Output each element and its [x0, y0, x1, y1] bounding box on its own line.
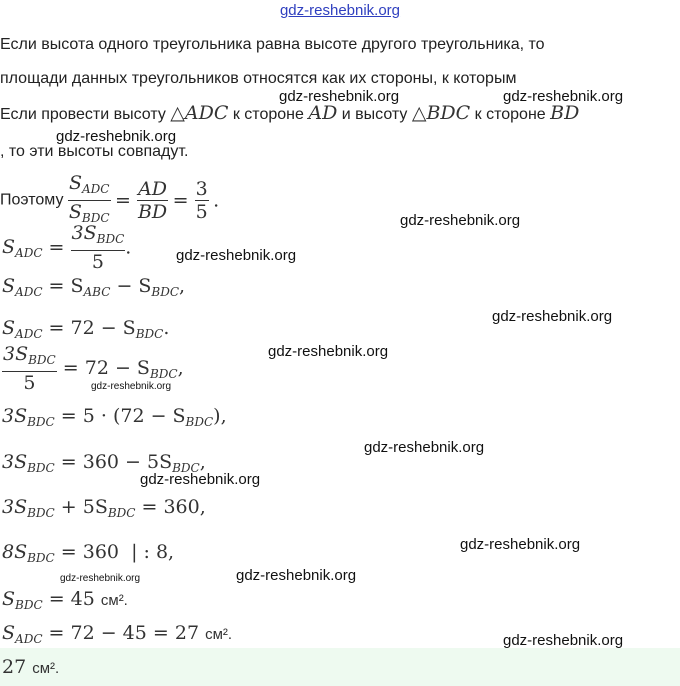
formula-row-7: $3S_{BDC} = 360 - 5S_{BDC}$, — [2, 451, 206, 475]
watermark: gdz-reshebnik.org — [279, 88, 400, 105]
paragraph-line-3 — [0, 102, 579, 124]
text-segment: к стороне — [232, 106, 304, 123]
fraction-3-5: $\frac{3}{5}$ — [195, 178, 208, 223]
paragraph-line-2: площади данных треугольников относятся как их стороны, к которым — [0, 70, 517, 87]
formula-row-10: $S_{BDC} = 45$ см². — [2, 588, 128, 612]
watermark: gdz-reshebnik.org — [492, 308, 613, 325]
formula-row-4: $S_{ADC} = 72 - S_{BDC}$. — [2, 317, 170, 341]
formula-row-9: $8S_{BDC} = 360$ | : 8, — [2, 541, 175, 565]
formula-row-2: $S_{ADC}$ = $\frac{3S_{BDC}}{5}$ . — [2, 222, 132, 273]
triangle-bdc: △BDC — [411, 102, 471, 124]
watermark: gdz-reshebnik.org — [503, 632, 624, 649]
watermark: gdz-reshebnik.org — [176, 247, 297, 264]
watermark: gdz-reshebnik.org — [56, 128, 177, 145]
header-watermark-link[interactable]: gdz-reshebnik.org — [279, 2, 401, 19]
fraction-s: $\frac{S_{ADC}}{S_{BDC}}$ — [68, 172, 110, 225]
watermark: gdz-reshebnik.org — [460, 536, 581, 553]
paragraph-line-1: Если высота одного треугольника равна высоте другого треугольника, то — [0, 36, 545, 53]
formula-row-3: $S_{ADC} = S_{ABC} - S_{BDC}$, — [2, 275, 186, 299]
therefore-label: Поэтому — [0, 191, 64, 209]
formula-row-8: $3S_{BDC} + 5S_{BDC} = 360$, — [2, 496, 206, 520]
side-ad: AD — [308, 102, 338, 124]
text-segment: Если провести высоту — [0, 106, 166, 123]
text-segment: к стороне — [474, 106, 546, 123]
watermark: gdz-reshebnik.org — [503, 88, 624, 105]
formula-ratio: Поэтому $\frac{S_{ADC}}{S_{BDC}}$ = $\frac{AD}{BD}$ = $\frac{3}{5}$ . — [0, 172, 219, 229]
watermark: gdz-reshebnik.org — [91, 381, 172, 392]
paragraph-line-4: , то эти высоты совпадут. — [0, 143, 189, 160]
formula-row-11: $S_{ADC} = 72 - 45 = 27$ см². — [2, 622, 233, 646]
side-bd: BD — [550, 102, 580, 124]
watermark: gdz-reshebnik.org — [268, 343, 389, 360]
watermark: gdz-reshebnik.org — [400, 212, 521, 229]
watermark: gdz-reshebnik.org — [236, 567, 357, 584]
formula-row-6: $3S_{BDC} = 5 \cdot (72 - S_{BDC})$, — [2, 405, 227, 429]
watermark: gdz-reshebnik.org — [364, 439, 485, 456]
watermark: gdz-reshebnik.org — [60, 573, 141, 584]
watermark: gdz-reshebnik.org — [140, 471, 261, 488]
answer-value: 27 см². — [2, 656, 60, 678]
fraction-sides: $\frac{AD}{BD}$ — [137, 178, 168, 223]
text-segment: и высоту — [341, 106, 408, 123]
formula-row-5: $\frac{3S_{BDC}}{5}$ = $72 - S_{BDC}$, — [3, 343, 184, 394]
triangle-adc: △ADC — [170, 102, 229, 124]
answer-panel — [0, 648, 680, 686]
